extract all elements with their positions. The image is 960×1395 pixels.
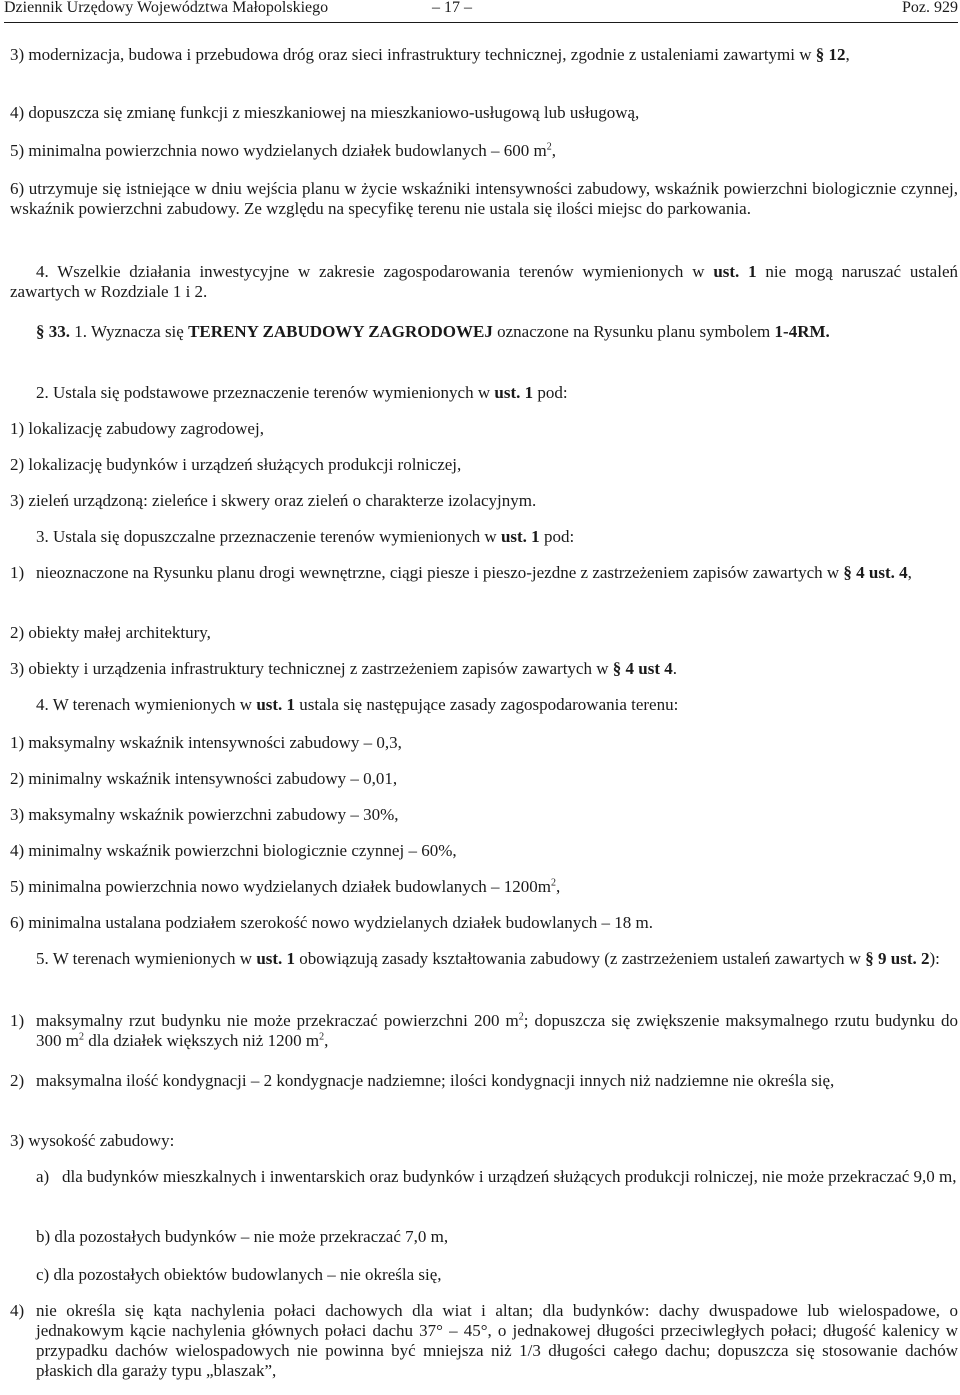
paragraph-section-4: 4. Wszelkie działania inwestycyjne w zakresie zagospodarowania terenów wymienionych w ust. 1 nie mogą naruszać ustaleń zawartych w Rozdziale 1 i 2. xyxy=(10,262,958,301)
list-item-min-plot-width: 6) minimalna ustalana podziałem szerokość nowo wydzielanych działek budowlanych – 18 m. xyxy=(10,913,653,932)
list-item-height-residential: a) dla budynków mieszkalnych i inwentarskich oraz budynków i urządzeń służących produkcji rolniczej, nie może przekraczać 9,0 m, xyxy=(36,1167,957,1186)
position-number: Poz. 929 xyxy=(902,0,958,16)
page-number: – 17 – xyxy=(432,0,472,16)
list-item-agricultural-buildings: 2) lokalizację budynków i urządzeń służących produkcji rolniczej, xyxy=(10,455,462,474)
paragraph-item-4-function-change: 4) dopuszcza się zmianę funkcji z mieszkaniowej na mieszkaniowo-usługową lub usługową, xyxy=(10,103,640,122)
list-item-max-storeys: 2) maksymalna ilość kondygnacji – 2 kondygnacje nadziemne; ilości kondygnacji innych niż nadziemne nie określa się, xyxy=(10,1071,835,1090)
paragraph-item-5-min-plot-area: 5) minimalna powierzchnia nowo wydzielanych działek budowlanych – 600 $m^2$, xyxy=(10,141,557,160)
journal-title: Dziennik Urzędowy Województwa Małopolskiego xyxy=(4,0,329,16)
paragraph-item-3-modernization: 3) modernizacja, budowa i przebudowa dróg oraz sieci infrastruktury technicznej, zgodnie z ustaleniami zawartymi w § 12, xyxy=(10,45,850,64)
list-item-roof-slope: 4) nie określa się kąta nachylenia połaci dachowych dla wiat i altan; dla budynków: dachy dwuspadowe lub wielospadowe, o jednakowym kącie nachylenia głównych połaci dachu 37° – 45°, o jednakowej długości przeciwległych połaci; długość kalenicy w przypadku dachów wielospadowych nie powinna być mniejsza niż 1/3 długości całego dachu; dopuszcza się stosowanie dachów płaskich dla garaży typu „blaszak”, xyxy=(10,1301,958,1380)
list-item-height-other-structures: c) dla pozostałych obiektów budowlanych – nie określa się, xyxy=(36,1265,442,1284)
list-item-max-intensity: 1) maksymalny wskaźnik intensywności zabudowy – 0,3, xyxy=(10,733,402,752)
paragraph-development-rules: 4. W terenach wymienionych w ust. 1 ustala się następujące zasady zagospodarowania terenu: xyxy=(36,695,679,714)
paragraph-item-6-indicators: 6) utrzymuje się istniejące w dniu wejścia planu w życie wskaźniki intensywności zabudowy, wskaźnik powierzchni biologicznie czynnej, wskaźnik powierzchni zabudowy. Ze względu na specyfikę terenu nie ustala się ilości miejsc do parkowania. xyxy=(10,179,958,218)
list-item-farmstead: 1) lokalizację zabudowy zagrodowej, xyxy=(10,419,264,438)
list-item-biologically-active: 4) minimalny wskaźnik powierzchni biologicznie czynnej – 60%, xyxy=(10,841,457,860)
list-item-min-intensity: 2) minimalny wskaźnik intensywności zabudowy – 0,01, xyxy=(10,769,398,788)
list-item-max-built-area: 3) maksymalny wskaźnik powierzchni zabudowy – 30%, xyxy=(10,805,399,824)
list-item-internal-roads: 1) nieoznaczone na Rysunku planu drogi wewnętrzne, ciągi piesze i pieszo-jezdne z zastrzeżeniem zapisów zawartych w § 4 ust. 4, xyxy=(10,563,912,582)
list-item-min-plot-area: 5) minimalna powierzchnia nowo wydzielanych działek budowlanych – $1200m^2$, xyxy=(10,877,561,896)
list-item-infrastructure: 3) obiekty i urządzenia infrastruktury technicznej z zastrzeżeniem zapisów zawartych w § 4 ust 4. xyxy=(10,659,677,678)
list-item-height-other-buildings: b) dla pozostałych budynków – nie może przekraczać 7,0 m, xyxy=(36,1227,449,1246)
paragraph-section-33: § 33. 1. Wyznacza się TERENY ZABUDOWY ZAGRODOWEJ oznaczone na Rysunku planu symbolem 1-4RM. xyxy=(36,322,830,341)
paragraph-basic-purpose: 2. Ustala się podstawowe przeznaczenie terenów wymienionych w ust. 1 pod: xyxy=(36,383,568,402)
paragraph-permitted-purpose: 3. Ustala się dopuszczalne przeznaczenie terenów wymienionych w ust. 1 pod: xyxy=(36,527,575,546)
list-item-greenery: 3) zieleń urządzoną: zieleńce i skwery oraz zieleń o charakterze izolacyjnym. xyxy=(10,491,537,510)
list-item-small-architecture: 2) obiekty małej architektury, xyxy=(10,623,211,642)
list-item-building-height: 3) wysokość zabudowy: xyxy=(10,1131,175,1150)
header-rule xyxy=(4,22,958,23)
page-header xyxy=(0,0,960,20)
paragraph-building-rules: 5. W terenach wymienionych w ust. 1 obowiązują zasady kształtowania zabudowy (z zastrzeżeniem ustaleń zawartych w § 9 ust. 2): xyxy=(36,949,940,968)
list-item-max-footprint: 1) maksymalny rzut budynku nie może przekraczać powierzchni 200 $m^2$; dopuszcza się zwiększenie maksymalnego rzutu budynku do 300 $m^2$ dla działek większych niż 1200 $m^2$, xyxy=(10,1011,958,1050)
